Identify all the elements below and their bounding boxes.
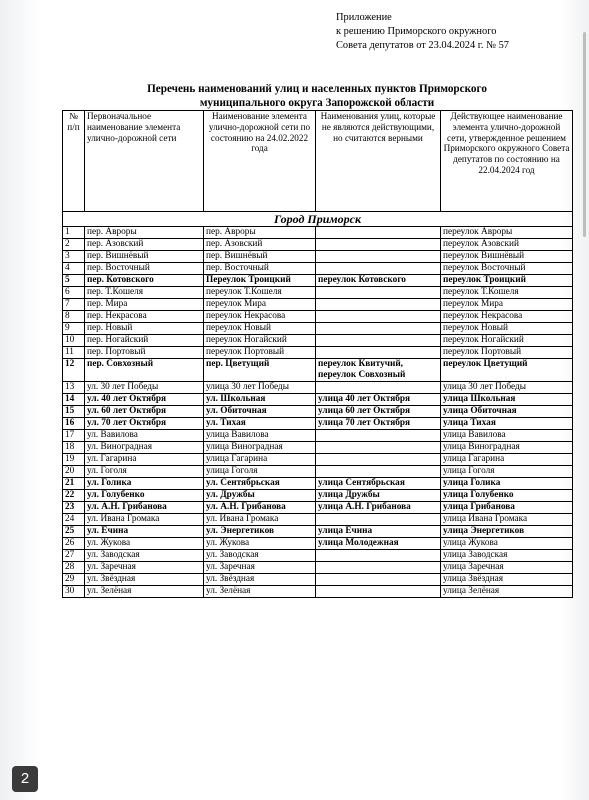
cell-inactive-name	[316, 454, 441, 466]
cell-number: 10	[63, 335, 85, 347]
header-name-2022: Наименование элемента улично-дорожной сети по состоянию на 24.02.2022 года	[204, 111, 316, 212]
cell-inactive-name: улица Молодежная	[316, 538, 441, 550]
cell-number: 1	[63, 227, 85, 239]
cell-name-2022: пер. Цветущий	[204, 359, 316, 382]
cell-number: 2	[63, 239, 85, 251]
cell-number: 14	[63, 394, 85, 406]
table-row	[63, 347, 573, 359]
cell-current-name: улица Гагарина	[441, 454, 573, 466]
table-row	[63, 418, 573, 430]
cell-original-name: ул. 60 лет Октября	[85, 406, 204, 418]
cell-original-name: ул. Вавилова	[85, 430, 204, 442]
cell-inactive-name	[316, 323, 441, 335]
cell-current-name: переулок Ногайский	[441, 335, 573, 347]
cell-inactive-name	[316, 550, 441, 562]
table-row	[63, 287, 573, 299]
cell-inactive-name: улица Дружбы	[316, 490, 441, 502]
cell-name-2022: ул. Звёздная	[204, 574, 316, 586]
cell-current-name: улица 30 лет Победы	[441, 382, 573, 394]
cell-number: 30	[63, 586, 85, 598]
cell-name-2022: улица Гагарина	[204, 454, 316, 466]
cell-number: 28	[63, 562, 85, 574]
table-row	[63, 239, 573, 251]
table-row	[63, 394, 573, 406]
appendix-line: к решению Приморского окружного	[336, 26, 497, 37]
cell-inactive-name	[316, 287, 441, 299]
cell-name-2022: ул. Обиточная	[204, 406, 316, 418]
cell-inactive-name	[316, 311, 441, 323]
table-row	[63, 526, 573, 538]
cell-current-name: переулок Т.Кошеля	[441, 287, 573, 299]
cell-name-2022: пер. Вишнёвый	[204, 251, 316, 263]
cell-current-name: улица Грибанова	[441, 502, 573, 514]
cell-inactive-name: улица А.Н. Грибанова	[316, 502, 441, 514]
cell-name-2022: улица Гоголя	[204, 466, 316, 478]
table-row	[63, 490, 573, 502]
cell-name-2022: ул. Заводская	[204, 550, 316, 562]
cell-name-2022: пер. Азовский	[204, 239, 316, 251]
table-row	[63, 466, 573, 478]
cell-original-name: пер. Портовый	[85, 347, 204, 359]
cell-name-2022: переулок Некрасова	[204, 311, 316, 323]
table-row	[63, 550, 573, 562]
cell-current-name: улица Звёздная	[441, 574, 573, 586]
cell-original-name: ул. Ивана Громака	[85, 514, 204, 526]
cell-number: 13	[63, 382, 85, 394]
header-number: № п/п	[63, 111, 85, 212]
cell-inactive-name	[316, 514, 441, 526]
cell-current-name: улица Заводская	[441, 550, 573, 562]
cell-original-name: ул. Зелёная	[85, 586, 204, 598]
cell-original-name: ул. Ечина	[85, 526, 204, 538]
cell-current-name: переулок Цветущий	[441, 359, 573, 382]
cell-name-2022: ул. Школьная	[204, 394, 316, 406]
table-row	[63, 251, 573, 263]
cell-number: 26	[63, 538, 85, 550]
cell-inactive-name: улица 70 лет Октября	[316, 418, 441, 430]
cell-inactive-name	[316, 263, 441, 275]
header-inactive-names: Наименования улиц, которые не являются действующими, но считаются верными	[316, 111, 441, 212]
cell-current-name: переулок Авроры	[441, 227, 573, 239]
cell-number: 25	[63, 526, 85, 538]
cell-name-2022: улица Виноградная	[204, 442, 316, 454]
cell-name-2022: ул. Сентябрьская	[204, 478, 316, 490]
table-row	[63, 538, 573, 550]
cell-original-name: ул. Заречная	[85, 562, 204, 574]
appendix-line: Приложение	[336, 12, 392, 23]
document-title	[62, 82, 572, 110]
table-row	[63, 454, 573, 466]
cell-inactive-name	[316, 299, 441, 311]
table-row	[63, 299, 573, 311]
cell-number: 12	[63, 359, 85, 382]
cell-original-name: ул. Гоголя	[85, 466, 204, 478]
cell-inactive-name	[316, 430, 441, 442]
cell-number: 20	[63, 466, 85, 478]
cell-number: 16	[63, 418, 85, 430]
cell-inactive-name: переулок Квитучий, переулок Совхозный	[316, 359, 441, 382]
table-row	[63, 562, 573, 574]
cell-name-2022: переулок Новый	[204, 323, 316, 335]
cell-current-name: переулок Троицкий	[441, 275, 573, 287]
cell-number: 11	[63, 347, 85, 359]
table-row	[63, 227, 573, 239]
cell-current-name: переулок Вишнёвый	[441, 251, 573, 263]
title-line: Перечень наименований улиц и населенных пунктов Приморского	[147, 83, 487, 95]
table-row	[63, 323, 573, 335]
cell-number: 22	[63, 490, 85, 502]
cell-inactive-name	[316, 347, 441, 359]
cell-current-name: переулок Портовый	[441, 347, 573, 359]
section-row	[63, 212, 573, 227]
cell-original-name: ул. Голубенко	[85, 490, 204, 502]
cell-original-name: пер. Некрасова	[85, 311, 204, 323]
cell-name-2022: переулок Портовый	[204, 347, 316, 359]
cell-original-name: пер. Вишнёвый	[85, 251, 204, 263]
cell-original-name: пер. Т.Кошеля	[85, 287, 204, 299]
table-row	[63, 442, 573, 454]
header-original-name: Первоначальное наименование элемента улично-дорожной сети	[85, 111, 204, 212]
cell-original-name: пер. Восточный	[85, 263, 204, 275]
cell-inactive-name	[316, 227, 441, 239]
cell-number: 18	[63, 442, 85, 454]
cell-original-name: ул. 70 лет Октября	[85, 418, 204, 430]
cell-original-name: пер. Мира	[85, 299, 204, 311]
cell-current-name: переулок Мира	[441, 299, 573, 311]
cell-current-name: переулок Новый	[441, 323, 573, 335]
table-row	[63, 478, 573, 490]
cell-name-2022: ул. Дружбы	[204, 490, 316, 502]
cell-number: 29	[63, 574, 85, 586]
cell-original-name: пер. Котовского	[85, 275, 204, 287]
cell-current-name: улица Школьная	[441, 394, 573, 406]
cell-number: 9	[63, 323, 85, 335]
cell-name-2022: улица 30 лет Победы	[204, 382, 316, 394]
scrollbar[interactable]	[583, 32, 586, 237]
appendix-line: Совета депутатов от 23.04.2024 г. № 57	[336, 40, 509, 51]
cell-number: 15	[63, 406, 85, 418]
cell-original-name: ул. Виноградная	[85, 442, 204, 454]
table-row	[63, 406, 573, 418]
streets-table	[62, 110, 573, 598]
cell-current-name: переулок Восточный	[441, 263, 573, 275]
cell-original-name: ул. Гагарина	[85, 454, 204, 466]
table-row	[63, 263, 573, 275]
cell-name-2022: ул. Жукова	[204, 538, 316, 550]
cell-original-name: ул. Заводская	[85, 550, 204, 562]
cell-number: 5	[63, 275, 85, 287]
cell-number: 23	[63, 502, 85, 514]
cell-number: 24	[63, 514, 85, 526]
cell-current-name: улица Обиточная	[441, 406, 573, 418]
cell-inactive-name	[316, 335, 441, 347]
cell-original-name: пер. Азовский	[85, 239, 204, 251]
cell-original-name: ул. Звёздная	[85, 574, 204, 586]
appendix-note	[336, 11, 586, 53]
cell-current-name: улица Виноградная	[441, 442, 573, 454]
cell-current-name: переулок Азовский	[441, 239, 573, 251]
cell-name-2022: ул. Тихая	[204, 418, 316, 430]
cell-current-name: улица Зелёная	[441, 586, 573, 598]
page-number-badge: 2	[12, 766, 38, 792]
cell-current-name: улица Вавилова	[441, 430, 573, 442]
cell-name-2022: переулок Мира	[204, 299, 316, 311]
cell-current-name: улица Ивана Громака	[441, 514, 573, 526]
cell-original-name: пер. Ногайский	[85, 335, 204, 347]
cell-current-name: переулок Некрасова	[441, 311, 573, 323]
cell-name-2022: переулок Ногайский	[204, 335, 316, 347]
cell-number: 19	[63, 454, 85, 466]
cell-inactive-name	[316, 466, 441, 478]
table-row	[63, 430, 573, 442]
cell-inactive-name	[316, 562, 441, 574]
table-row	[63, 382, 573, 394]
cell-current-name: улица Голубенко	[441, 490, 573, 502]
cell-original-name: ул. А.Н. Грибанова	[85, 502, 204, 514]
cell-original-name: ул. 40 лет Октября	[85, 394, 204, 406]
cell-name-2022: ул. Зелёная	[204, 586, 316, 598]
cell-number: 17	[63, 430, 85, 442]
cell-current-name: улица Заречная	[441, 562, 573, 574]
table-row	[63, 335, 573, 347]
cell-number: 6	[63, 287, 85, 299]
cell-original-name: пер. Совхозный	[85, 359, 204, 382]
title-line: муниципального округа Запорожской области	[199, 97, 435, 109]
table-row	[63, 514, 573, 526]
cell-number: 27	[63, 550, 85, 562]
cell-original-name: пер. Авроры	[85, 227, 204, 239]
cell-inactive-name	[316, 442, 441, 454]
cell-original-name: ул. Голика	[85, 478, 204, 490]
cell-inactive-name	[316, 382, 441, 394]
cell-current-name: улица Энергетиков	[441, 526, 573, 538]
table-header-row	[63, 111, 573, 212]
cell-inactive-name: переулок Котовского	[316, 275, 441, 287]
table-row	[63, 586, 573, 598]
cell-current-name: улица Гоголя	[441, 466, 573, 478]
table-row	[63, 574, 573, 586]
cell-name-2022: Переулок Троицкий	[204, 275, 316, 287]
cell-number: 4	[63, 263, 85, 275]
cell-name-2022: пер. Восточный	[204, 263, 316, 275]
cell-inactive-name	[316, 574, 441, 586]
cell-original-name: ул. Жукова	[85, 538, 204, 550]
table-row	[63, 359, 573, 382]
cell-inactive-name: улица Сентябрьская	[316, 478, 441, 490]
cell-name-2022: ул. Энергетиков	[204, 526, 316, 538]
cell-name-2022: переулок Т.Кошеля	[204, 287, 316, 299]
table-row	[63, 275, 573, 287]
cell-inactive-name: улица Ечина	[316, 526, 441, 538]
cell-current-name: улица Жукова	[441, 538, 573, 550]
section-title: Город Приморск	[63, 212, 573, 227]
cell-inactive-name	[316, 239, 441, 251]
table-row	[63, 502, 573, 514]
cell-current-name: улица Тихая	[441, 418, 573, 430]
cell-name-2022: улица Вавилова	[204, 430, 316, 442]
cell-original-name: пер. Новый	[85, 323, 204, 335]
cell-number: 3	[63, 251, 85, 263]
cell-number: 8	[63, 311, 85, 323]
cell-inactive-name	[316, 251, 441, 263]
cell-inactive-name: улица 60 лет Октября	[316, 406, 441, 418]
cell-original-name: ул. 30 лет Победы	[85, 382, 204, 394]
cell-name-2022: пер. Авроры	[204, 227, 316, 239]
cell-name-2022: ул. Ивана Громака	[204, 514, 316, 526]
table-row	[63, 311, 573, 323]
cell-current-name: улица Голика	[441, 478, 573, 490]
header-current-name: Действующее наименование элемента улично-дорожной сети, утвержденное решением Приморского окружного Совета депутатов по состоянию на 22.04.2024 год	[441, 111, 573, 212]
cell-inactive-name	[316, 586, 441, 598]
cell-number: 7	[63, 299, 85, 311]
cell-number: 21	[63, 478, 85, 490]
cell-name-2022: ул. Заречная	[204, 562, 316, 574]
cell-name-2022: ул. А.Н. Грибанова	[204, 502, 316, 514]
cell-inactive-name: улица 40 лет Октября	[316, 394, 441, 406]
